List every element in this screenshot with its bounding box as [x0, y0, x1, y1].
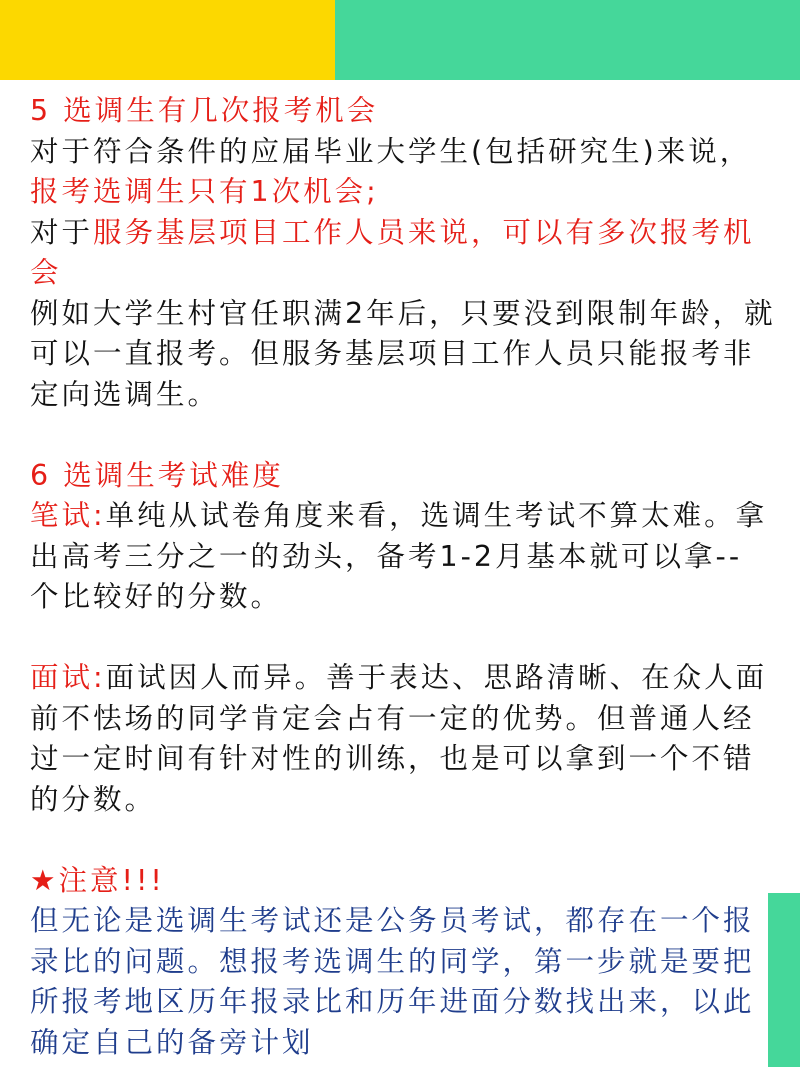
- interview-line-2: 前不怯场的同学肯定会占有一定的优势。但普通人经: [30, 701, 755, 735]
- interview-text-1: 面试因人而异。善于表达、思路清晰、在众人面: [105, 661, 768, 694]
- top-yellow-bar: [0, 0, 335, 80]
- section-5-line-3: [30, 213, 770, 254]
- notice-line-1: 但无论是选调生考试还是公务员考试，都存在一个报: [30, 904, 755, 937]
- spacer: [30, 415, 770, 456]
- side-green-bar: [768, 893, 800, 1067]
- written-line-2: 出高考三分之一的劲头，备考1-2月基本就可以拿--: [30, 539, 743, 573]
- section-5-line-3-highlight: 服务基层项目工作人员来说，可以有多次报考机: [93, 215, 755, 249]
- notice-line-3: 所报考地区历年报录比和历年进面分数找出来，以此: [30, 985, 755, 1018]
- written-label: 笔试:: [30, 499, 106, 532]
- section-5-line-1: 对于符合条件的应届毕业大学生(包括研究生)来说，: [30, 134, 752, 168]
- written-text-1: 单纯从试卷角度来看，选调生考试不算太难。拿: [105, 499, 768, 532]
- interview-line-1: [30, 658, 770, 699]
- top-green-bar: [335, 0, 800, 80]
- interview-label: 面试:: [30, 661, 106, 694]
- section-5-line-5: 例如大学生村官任职满2年后，只要没到限制年龄，就: [30, 296, 776, 330]
- spacer: [30, 820, 770, 861]
- section-5-line-3-prefix: 对于: [30, 215, 94, 249]
- section-5-heading: 5 选调生有几次报考机会: [30, 94, 379, 127]
- section-5-line-6: 可以一直报考。但服务基层项目工作人员只能报考非: [30, 337, 755, 370]
- written-line-1: [30, 496, 770, 537]
- notice-line-4: 确定自己的备旁计划: [30, 1025, 314, 1059]
- notice-title: ★注意!!!: [30, 863, 165, 897]
- section-5-line-4: 会: [30, 256, 62, 289]
- section-6-heading: 6 选调生考试难度: [30, 458, 284, 492]
- spacer: [30, 618, 770, 659]
- notice-line-2: 录比的问题。想报考选调生的同学，第一步就是要把: [30, 944, 755, 978]
- section-5-line-2: 报考选调生只有1次机会;: [30, 175, 379, 208]
- article-body: [30, 91, 776, 1063]
- interview-line-3: 过一定时间有针对性的训练，也是可以拿到一个不错: [30, 742, 755, 775]
- interview-line-4: 的分数。: [30, 782, 157, 816]
- section-5-line-7: 定向选调生。: [30, 377, 220, 411]
- written-line-3: 个比较好的分数。: [30, 580, 283, 613]
